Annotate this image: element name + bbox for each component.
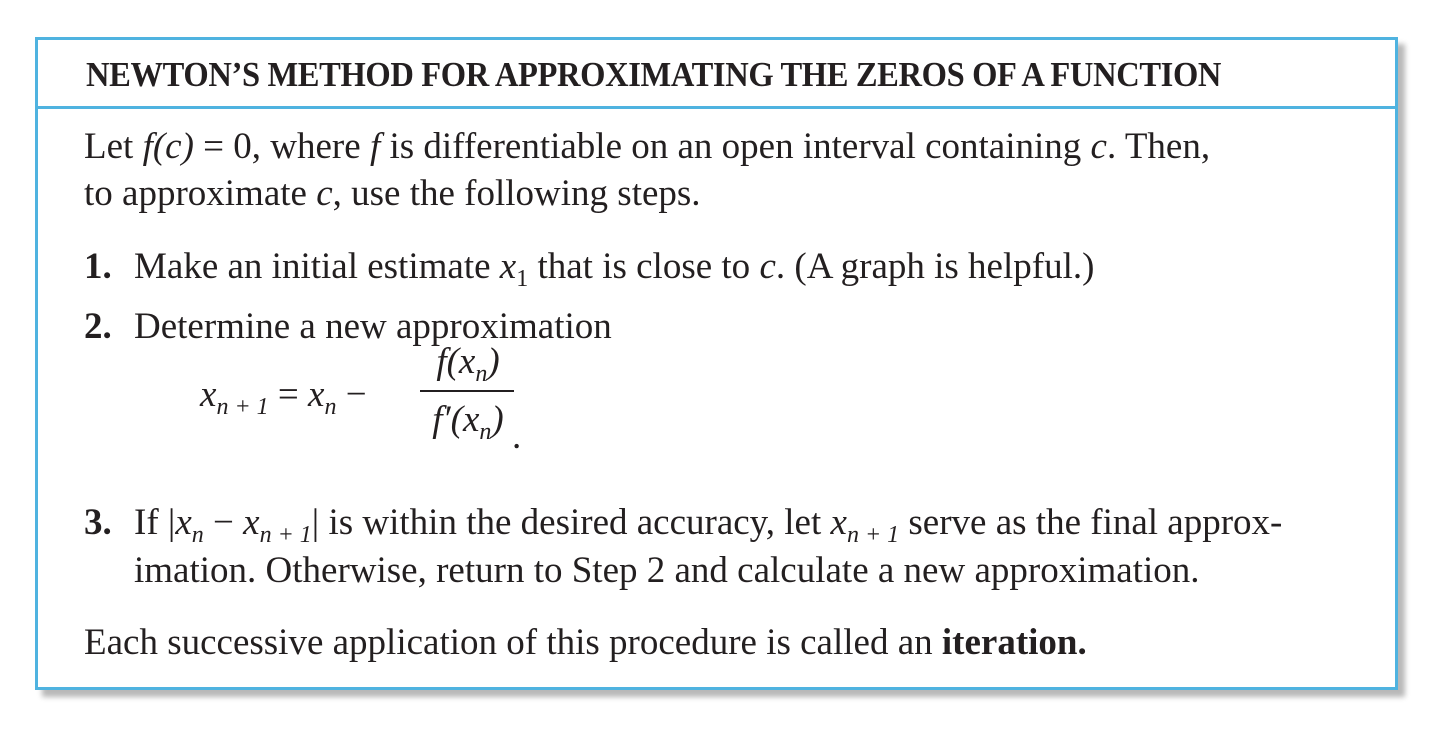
step-1	[84, 248, 112, 285]
intro-rest: is differentiable on an open interval containing	[380, 126, 1091, 167]
step-1-text	[134, 248, 1094, 291]
step-3-minus: −	[203, 502, 244, 543]
step-2	[84, 308, 112, 345]
intro-eq0: = 0, where	[193, 126, 370, 167]
step-3	[84, 504, 112, 541]
formula-x: x	[308, 374, 325, 415]
step-1-c: c	[759, 246, 776, 287]
step-2-number: 2.	[84, 306, 112, 347]
step-3-x3: x	[830, 502, 847, 543]
denominator-sub: n	[479, 419, 492, 445]
step-1-x: x	[499, 246, 517, 287]
title-bar	[38, 40, 1395, 109]
step-3-line-2: imation. Otherwise, return to Step 2 and calculate a new approximation.	[134, 550, 1200, 591]
step-1-a: Make an initial estimate	[134, 246, 500, 287]
closing-text: Each successive application of this procedure is called an	[84, 622, 942, 663]
numerator-text: f(x	[436, 341, 476, 382]
step-3-c: serve as the final approx-	[899, 502, 1283, 543]
newton-formula	[200, 373, 367, 421]
step-3-abs-open: |	[167, 502, 176, 543]
formula-period: .	[512, 416, 522, 457]
box-title: NEWTON’S METHOD FOR APPROXIMATING THE ZEROS OF A FUNCTION	[86, 55, 1222, 94]
intro-line2-b: , use the following steps.	[332, 173, 701, 214]
step-2-text: Determine a new approximation	[134, 306, 612, 347]
step-1-b: that is close to	[528, 246, 760, 287]
step-3-x1: x	[175, 502, 192, 543]
formula-lhs-x: x	[200, 374, 217, 415]
formula-lhs-sub: n + 1	[216, 394, 269, 420]
formula-minus: −	[336, 374, 367, 415]
denominator-text: f′(x	[432, 399, 480, 440]
step-3-number: 3.	[84, 502, 112, 543]
closing-bold-term: iteration.	[941, 622, 1087, 663]
formula-denominator	[418, 398, 518, 446]
step-1-d: . (A graph is helpful.)	[775, 246, 1095, 287]
intro-f: f	[142, 126, 153, 167]
formula-numerator	[418, 340, 518, 388]
step-3-b: is within the desired accuracy, let	[319, 502, 831, 543]
intro-then: . Then,	[1106, 126, 1211, 167]
intro-let: Let	[84, 126, 143, 167]
numerator-close: )	[487, 341, 500, 382]
fraction-bar	[420, 390, 514, 392]
closing-line	[84, 624, 1087, 661]
step-3-a: If	[134, 502, 168, 543]
step-3-abs-close: |	[311, 502, 320, 543]
step-3-n2: n + 1	[259, 522, 312, 548]
step-3-n1: n	[191, 522, 204, 548]
step-3-x2: x	[243, 502, 260, 543]
intro-c: c	[1090, 126, 1107, 167]
step-1-number: 1.	[84, 246, 112, 287]
intro-line2-c: c	[316, 173, 333, 214]
formula-eq: =	[268, 374, 309, 415]
intro-f2: f	[369, 126, 381, 167]
intro-line2-a: to approximate	[84, 173, 317, 214]
intro-line-2	[84, 175, 701, 212]
intro-line-1	[84, 128, 1210, 165]
step-3-n3: n + 1	[846, 522, 900, 548]
denominator-close: )	[491, 399, 504, 440]
numerator-sub: n	[475, 361, 488, 387]
step-3-line-1	[134, 504, 1282, 547]
formula-x-sub: n	[324, 394, 337, 420]
intro-c-paren: (c)	[152, 126, 194, 167]
step-1-sub: 1	[516, 266, 529, 292]
